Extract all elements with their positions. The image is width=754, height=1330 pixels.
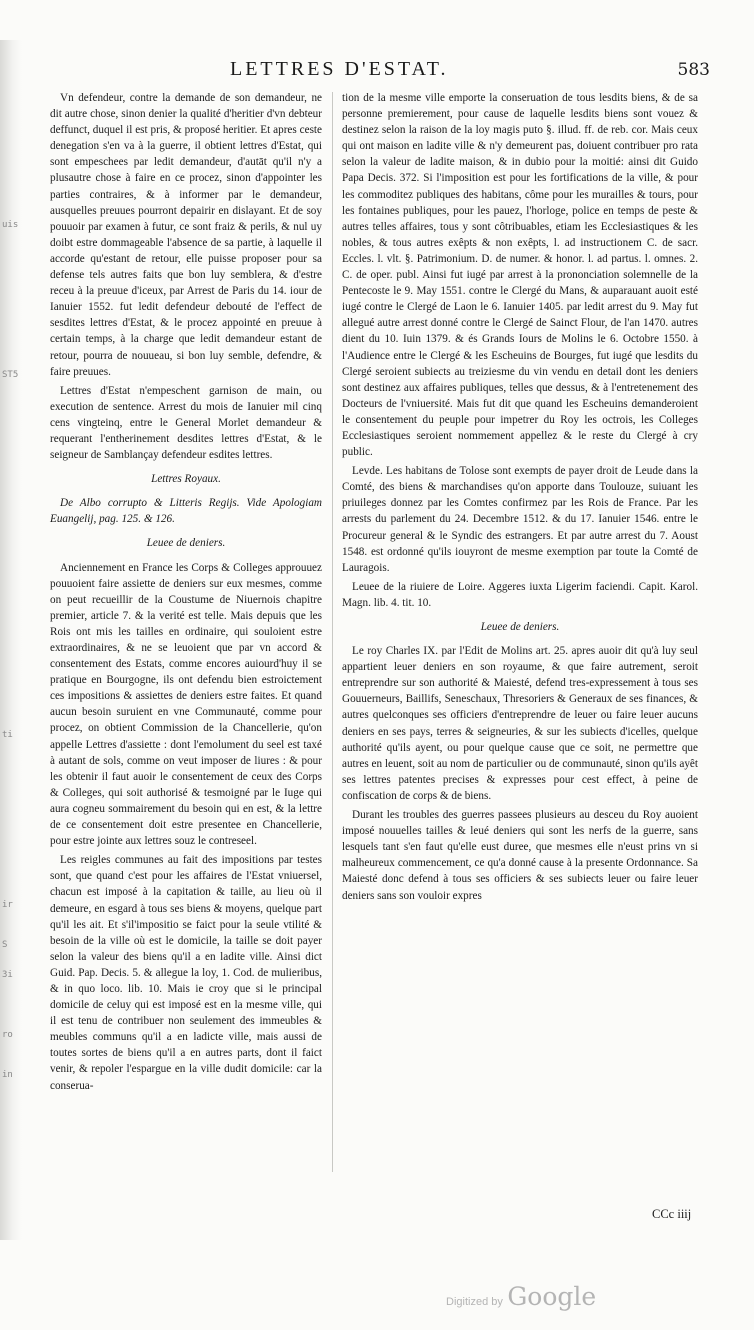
bleed-mark: in: [2, 1070, 13, 1080]
bleed-mark: ST5: [2, 370, 19, 380]
paragraph: Les reigles communes au fait des impositions par testes sont, que quand c'est pour les affaires de l'Estat vniuersel, chacun est imposé à la capitation & taille, au lieu où il demeure, en esgard à tous ses biens & moyens, quelque part qu'il les ait. Et s'il'impositio se faict pour la seule vtilité & besoin de la ville où est le domicile, la taille se doit payer selon la valeur des biens qu'il a en ladite ville. Ainsi dict Guid. Pap. Decis. 5. & allegue la loy, 1. Cod. de mulieribus, & in quo loco. lib. 10. Mais ie croy que si le principal domicile de celuy qui est imposé est en la mesme ville, qui il est tenu de contribuer non seulement des immeubles & meubles communs qu'il a en ladicte ville, mais aussi de toutes sortes de biens qu'il a en autres parts, dont il faict venir, & repoler l'espargue en la ville dudit domicile: car la conserua-: [50, 854, 322, 1092]
paragraph: tion de la mesme ville emporte la conseruation de tous lesdits biens, & de sa personne premierement, pour cause de laquelle lesdits biens sont vouez & destinez selon la raison de la loy magis puto §. illud. ff. de reb. cor. Mais ceux qui ont maison en ladite ville & n'y demeurent pas, doiuent contribuer pro rata selon la valeur de ladite maison, & in dubio pour la moitié: ainsi dit Guido Papa Decis. 372. Si l'imposition est pour les fortifications de la ville, & pour les commoditez publiques des habitans, côme pour les murailles & tours, pour les fontaines publiques, pour les pauez, l'horloge, police en temps de peste & autres telles affaires, tous y sont côtribuables, etiam les Ecclesiastiques & les nobles, & tous autres exêpts & non exêpts, l. ad instructionem C. de sacr. Eccles. l. vlt. §. Patrimonium. D. de numer. & honor. l. ad partus. l. omnes. 2. C. de oper. publ. Ainsi fut iugé par arrest à la prononciation solemnelle de la Pentecoste le 9. May 1551. contre le Clergé du Mans, & auparauant auoit esté iugé contre le Clergé de Laon le 6. Ianuier 1405. par ledit arrest du 9. May fut allegué autre arrest donné contre le Clergé de Sainct Flour, de l'an 1470. autres dient du 10. Iuin 1379. & és Grands Iours de Molins le 6. Octobre 1550. à l'Audience entre le Clergé & les Escheuins de Bourges, fut iugé que lesdits du Clergé seroient subiects au treiziesme du vin vendu en detail dont les deniers sont destinez aux affaires publiques, telles que dessus, & à l'entretenement des Docteurs de l'vniuersité. Mais fut dit que quand les Escheuins demanderoient le consentement du peuple pour impetrer du Roy les octrois, les Colleges Ecclesiastiques seroient nommement appellez & le reste du Clergé à cry public.: [342, 92, 698, 459]
reference-note: De Albo corrupto & Litteris Regijs. Vide Apologiam Euangelij, pag. 125. & 126.: [50, 497, 322, 526]
paragraph: Lettres d'Estat n'empeschent garnison de main, ou execution de sentence. Arrest du mois de Ianuier mil cinq cens vingteinq, entre le General Morlet demandeur & requerant l'entherinement desdites lettres d'Estat, & le seigneur de Samblançay defendeur esdites lettres.: [50, 384, 322, 462]
left-column: [50, 90, 322, 1097]
paragraph: Le roy Charles IX. par l'Edit de Molins art. 25. apres auoir dit qu'à luy seul appartient leuer deniers en son royaume, & que faire autrement, seroit entreprendre sur son authorité & Maiesté, defend tres-expressement à tous ses Gouuerneurs, Baillifs, Seneschaux, Thresoriers & Generaux de ses finances, & autres quelconques ses officiers d'entreprendre de leuer ou faire leuer aucuns deniers en ses pays, terres & seigneuries, & sur les subiects d'icelles, quelque authorité qu'ils ayent, ou pour quelque cause que ce soit, ne permettre que autres en leuent, soit au nom de particulier ou de communauté, sinon qu'ils ayêt ses lettres patentes precises & expresses pour cest effect, à peine de confiscation de corps & de biens.: [342, 645, 698, 802]
bleed-mark: S: [2, 940, 8, 950]
column-divider: [332, 92, 333, 1172]
section-heading: Lettres Royaux.: [151, 473, 221, 486]
adjacent-page-bleed: [0, 40, 22, 1240]
running-header: [150, 58, 710, 88]
signature-mark: CCc iiij: [652, 1207, 692, 1221]
google-logo: Google: [507, 1282, 597, 1311]
bleed-mark: ti: [2, 730, 13, 740]
page-number: 583: [677, 60, 710, 80]
watermark-prefix: Digitized by: [446, 1296, 503, 1308]
paragraph: Levde. Les habitans de Tolose sont exempts de payer droit de Leude dans la Comté, des biens & marchandises qu'on apporte dans Toulouze, suiuant les priuileges donnez par les Comtes confirmez par les Rois de France. Par les arrests du parlement du 24. Decembre 1512. & du 17. Ianuier 1546. entre le Procureur general & le Syndic des estrangers. Et par autre arrest du 7. Aoust 1548. est ordonné qu'ils iouyront de mesme exemption par toute la Comté de Lauragois.: [342, 465, 698, 574]
right-column: [342, 90, 698, 907]
bleed-mark: ro: [2, 1030, 13, 1040]
paragraph: Vn defendeur, contre la demande de son demandeur, ne dit autre chose, sinon denier la qualité d'heritier d'vn debteur deffunct, duquel il est pris, & proposé heritier. Et apres ceste denegation s'en va à la guerre, il obtient lettres d'Estat, qui sont empeschees par ledit demandeur, d'autāt qu'il n'y a plusautre chose à faire en ce procez, sinon d'appointer les parties contraires, & à informer par le demandeur, ausquelles preuues pourront depairir en dislayant. Et de soy pouuoir par examen à futur, ce sont fraiz & perils, & nul uy doibt estre dommageable l'absence de sa partie, à laquelle il accorde qu'estant de retour, elle puisse proposer pour sa defense tels autres faits que bon luy semblera, & d'estre receu à la preuue d'iceux, par Arrest de Paris du 14. iour de Ianuier 1552. fut ledit defendeur debouté de l'effect de sesdites lettres d'Estat, & le procez appointé en preuue à certain temps, à la charge que ledit demandeur estant de retour, pourra de nouueau, si bon luy semble, defendre, & faire preuues.: [50, 92, 322, 378]
bleed-mark: uis: [2, 220, 19, 230]
digitized-watermark: [446, 1282, 596, 1311]
bleed-mark: ir: [2, 900, 13, 910]
bleed-mark: 3i: [2, 970, 13, 980]
paragraph: Leuee de la riuiere de Loire. Aggeres iuxta Ligerim faciendi. Capit. Karol. Magn. lib. 4. tit. 10.: [342, 580, 698, 609]
paragraph: Anciennement en France les Corps & Colleges approuuez pouuoient faire assiette de deniers sur eux mesmes, comme on peut recueillir de la Coustume de Niuernois chapitre premier, article 7. & la verité est telle. Mais depuis que les Rois ont mis les tailles en ordinaire, qui souloient estre extraordinaires, & ne se leuoient que par vn accord & consentement des Estats, comme encores auiourd'huy il se pratique en Bourgogne, ils ont defendu bien estroictement ces impositions & assiettes de deniers estre faites. Et quand aucun besoin suruient en vne Communauté, comme pour procez, on obtient Commission de la Chancellerie, qu'on appelle Lettres d'assiette : dont l'emolument du seel est taxé à autant de sols, comme on veut imposer de liures : & pour les obtenir il faut auoir le consentement de ceux des Corps & Colleges, qui soit authorisé & tesmoigné par le Iuge qui aura cogneu sommairement du besoin qui en est, & la lettre de ce consentement doit estre presentee en Chancellerie, pour estre jointe aux lettres souz le contreseel.: [50, 561, 322, 848]
section-heading: Leuee de deniers.: [146, 537, 226, 550]
paragraph: Durant les troubles des guerres passees plusieurs au desceu du Roy auoient imposé nouuelles tailles & leué deniers qui sont les nerfs de la guerre, sans lesquels tant s'en faut qu'elle eust duree, que mesmes elle n'eust prins vn si malheureux commencement, ce qu'a donné cause à la presente Ordonnance. Sa Maiesté donc defend à tous ses officiers & ses subiects leuer ou faire leuer deniers sans son vouloir expres: [342, 809, 698, 902]
page-title: LETTRES D'ESTAT.: [230, 58, 449, 80]
section-heading: Leuee de deniers.: [480, 621, 560, 633]
